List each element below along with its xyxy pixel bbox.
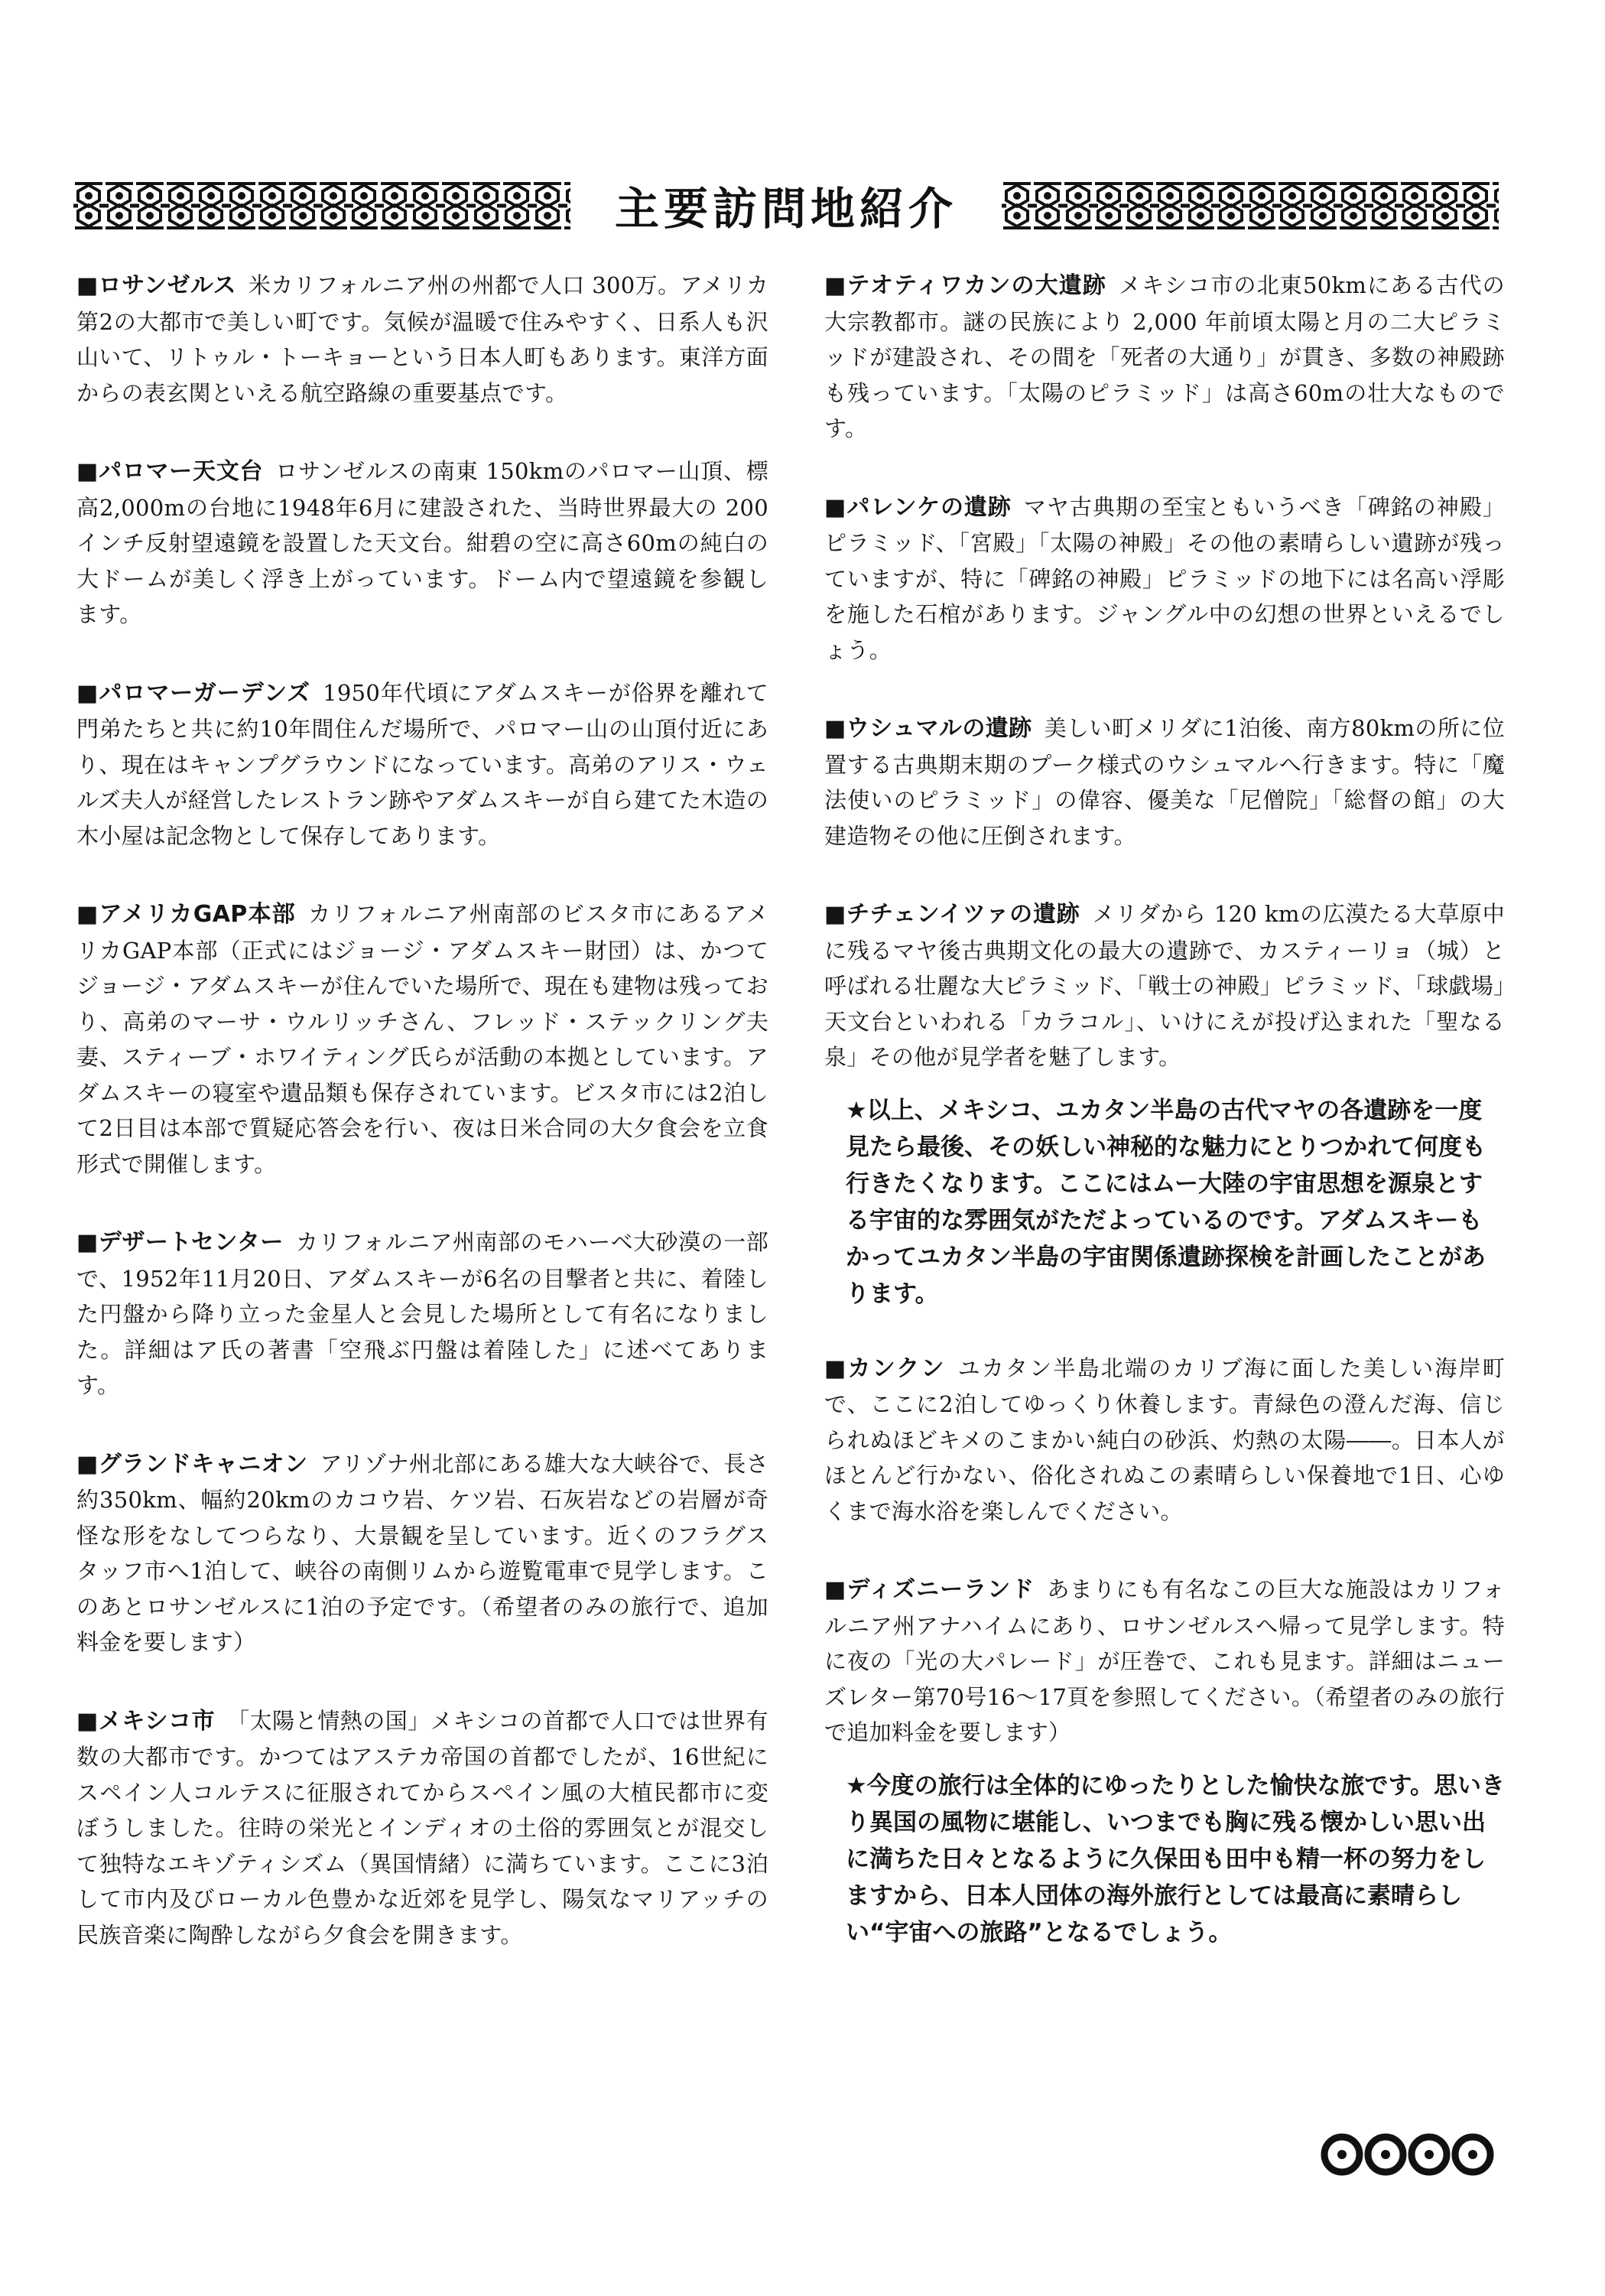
entry-heading: ■ウシュマルの遺跡 xyxy=(824,715,1032,742)
entry-desert-center xyxy=(76,1224,768,1403)
entry-heading: ■アメリカGAP本部 xyxy=(76,901,297,928)
note-body: ★今度の旅行は全体的にゆったりとした愉快な旅です。思いきり異国の風物に堪能し、いつまでも胸に残る懐かしい思い出に満ちた日々となるように久保田も田中も精一杯の努力をしますから、日本人団体の海外旅行としては最高に素晴らしい“宇宙への旅路”となるでしょう。 xyxy=(846,1771,1505,1946)
end-ornament-icon xyxy=(1320,2132,1496,2177)
entry-heading: ■チチェンイツァの遺跡 xyxy=(824,901,1080,928)
entry-heading: ■メキシコ市 xyxy=(76,1707,216,1735)
entry-heading: ■カンクン xyxy=(824,1355,946,1382)
entry-heading: ■テオティワカンの大遺跡 xyxy=(824,272,1107,299)
entry-body: あまりにも有名なこの巨大な施設はカリフォルニア州アナハイムにあり、ロサンゼルスへ帰って見学します。特に夜の「光の大パレード」が圧巻で、これも見ます。詳細はニューズレター第70号16～17頁を参照してください。（希望者のみの旅行で追加料金を要します） xyxy=(824,1576,1505,1745)
right-column xyxy=(824,268,1505,1971)
entry-grand-canyon xyxy=(76,1446,768,1660)
entry-body: 米カリフォルニア州の州都で人口 300万。アメリカ第2の大都市で美しい町です。気候が温暖で住みやすく、日系人も沢山いて、リトゥル・トーキョーという日本人町もあります。東洋方面からの表玄関といえる航空路線の重要基点です。 xyxy=(76,272,768,406)
note-body: ★以上、メキシコ、ユカタン半島の古代マヤの各遺跡を一度見たら最後、その妖しい神秘的な魅力にとりつかれて何度も行きたくなります。ここにはムー大陸の宇宙思想を源泉とする宇宙的な雰囲気がただよっているのです。アダムスキーもかってユカタン半島の宇宙関係遺跡探検を計画したことがあります。 xyxy=(846,1096,1486,1308)
note-maya-ruins xyxy=(824,1092,1505,1312)
entry-heading: ■ディズニーランド xyxy=(824,1576,1035,1603)
entry-heading: ■ロサンゼルス xyxy=(76,272,236,299)
entry-disneyland xyxy=(824,1572,1505,1751)
entry-cancun xyxy=(824,1351,1505,1530)
entry-heading: ■パレンケの遺跡 xyxy=(824,493,1012,521)
entry-chichen-itza xyxy=(824,896,1505,1075)
note-trip-summary xyxy=(824,1768,1505,1951)
entry-body: 「太陽と情熱の国」メキシコの首都で人口では世界有数の大都市です。かつてはアステカ帝国の首都でしたが、16世紀にスペイン人コルテスに征服されてからスペイン風の大植民都市に変ぼうしました。往時の栄光とインディオの土俗的雰囲気とが混交して独特なエキゾティシズム（異国情緒）に満ちています。ここに3泊して市内及びローカル色豊かな近郊を見学し、陽気なマリアッチの民族音楽に陶酔しながら夕食会を開きます。 xyxy=(76,1707,768,1948)
left-column xyxy=(76,268,768,1995)
entry-body: アリゾナ州北部にある雄大な大峡谷で、長さ約350km、幅約20kmのカコウ岩、ケツ岩、石灰岩などの岩層が奇怪な形をなしてつらなり、大景観を呈しています。近くのフラグスタッフ市へ1泊して、峡谷の南側リムから遊覧電車で見学します。このあとロサンゼルスに1泊の予定です。（希望者のみの旅行で、追加料金を要します） xyxy=(76,1450,768,1655)
entry-body: メリダから 120 kmの広漠たる大草原中に残るマヤ後古典期文化の最大の遺跡で、カスティーリョ（城）と呼ばれる壮麗な大ピラミッド、「戦士の神殿」ピラミッド、「球戯場」天文台といわれる「カラコル」、いけにえが投げ込まれた「聖なる泉」その他が見学者を魅了します。 xyxy=(824,901,1505,1070)
entry-body: ユカタン半島北端のカリブ海に面した美しい海岸町で、ここに2泊してゆっくり休養します。青緑色の澄んだ海、信じられぬほどキメのこまかい純白の砂浜、灼熱の太陽――。日本人がほとんど行かない、俗化されぬこの素晴らしい保養地で1日、心ゆくまで海水浴を楽しんでください。 xyxy=(824,1355,1506,1524)
entry-body: マヤ古典期の至宝ともいうべき「碑銘の神殿」ピラミッド、「宮殿」「太陽の神殿」その他の素晴らしい遺跡が残っていますが、特に「碑銘の神殿」ピラミッドの地下には名高い浮彫を施した石棺があります。ジャングル中の幻想の世界といえるでしょう。 xyxy=(824,493,1505,663)
entry-palomar-observatory xyxy=(76,454,768,633)
entry-mexico-city xyxy=(76,1703,768,1953)
entry-body: 1950年代頃にアダムスキーが俗界を離れて門弟たちと共に約10年間住んだ場所で、パロマー山の山頂付近にあり、現在はキャンプグラウンドになっています。高弟のアリス・ウェルズ夫人が経営したレストラン跡やアダムスキーが自ら建てた木造の木小屋は記念物として保存してあります。 xyxy=(76,679,769,849)
entry-body: カリフォルニア州南部のモハーベ大砂漠の一部で、1952年11月20日、アダムスキーが6名の目撃者と共に、着陸した円盤から降り立った金星人と会見した場所として有名になりました。詳細はア氏の著書「空飛ぶ円盤は着陸した」に述べてあります。 xyxy=(76,1229,768,1398)
entry-heading: ■グランドキャニオン xyxy=(76,1450,308,1478)
ornament-band-left xyxy=(73,180,570,231)
entry-heading: ■デザートセンター xyxy=(76,1229,284,1256)
entry-body: メキシコ市の北東50kmにある古代の大宗教都市。謎の民族により 2,000 年前頃太陽と月の二大ピラミッドが建設され、その間を「死者の大通り」が貫き、多数の神殿跡も残っています。「太陽のピラミッド」は高さ60mの壮大なものです。 xyxy=(824,272,1505,441)
entry-heading: ■パロマーガーデンズ xyxy=(76,679,311,707)
entry-palomar-gardens xyxy=(76,675,768,854)
entry-gap-headquarters xyxy=(76,896,768,1182)
entry-body: ロサンゼルスの南東 150kmのパロマー山頂、標高2,000mの台地に1948年6月に建設された、当時世界最大の 200 インチ反射望遠鏡を設置した天文台。紺碧の空に高さ60mの純白の大ドームが美しく浮き上がっています。ドーム内で望遠鏡を参観します。 xyxy=(76,458,768,627)
entry-teotihuacan xyxy=(824,268,1505,447)
ornament-band-right xyxy=(1002,180,1499,231)
entry-los-angeles xyxy=(76,268,768,411)
entry-body: カリフォルニア州南部のビスタ市にあるアメリカGAP本部（正式にはジョージ・アダムスキー財団）は、かつてジョージ・アダムスキーが住んでいた場所で、現在も建物は残っており、高弟のマーサ・ウルリッチさん、フレッド・ステックリング夫妻、スティーブ・ホワイティング氏らが活動の本拠としています。アダムスキーの寝室や遺品類も保存されています。ビスタ市には2泊して2日目は本部で質疑応答会を行い、夜は日米合同の大夕食会を立食形式で開催します。 xyxy=(76,901,768,1177)
entry-palenque xyxy=(824,489,1505,668)
section-header xyxy=(73,174,1499,243)
entry-uxmal xyxy=(824,711,1505,854)
entry-body: 美しい町メリダに1泊後、南方80kmの所に位置する古典期末期のプーク様式のウシュマルへ行きます。特に「魔法使いのピラミッド」の偉容、優美な「尼僧院」「総督の館」の大建造物その他に圧倒されます。 xyxy=(824,715,1505,849)
entry-heading: ■パロマー天文台 xyxy=(76,458,264,485)
page-title: 主要訪問地紹介 xyxy=(614,183,957,235)
